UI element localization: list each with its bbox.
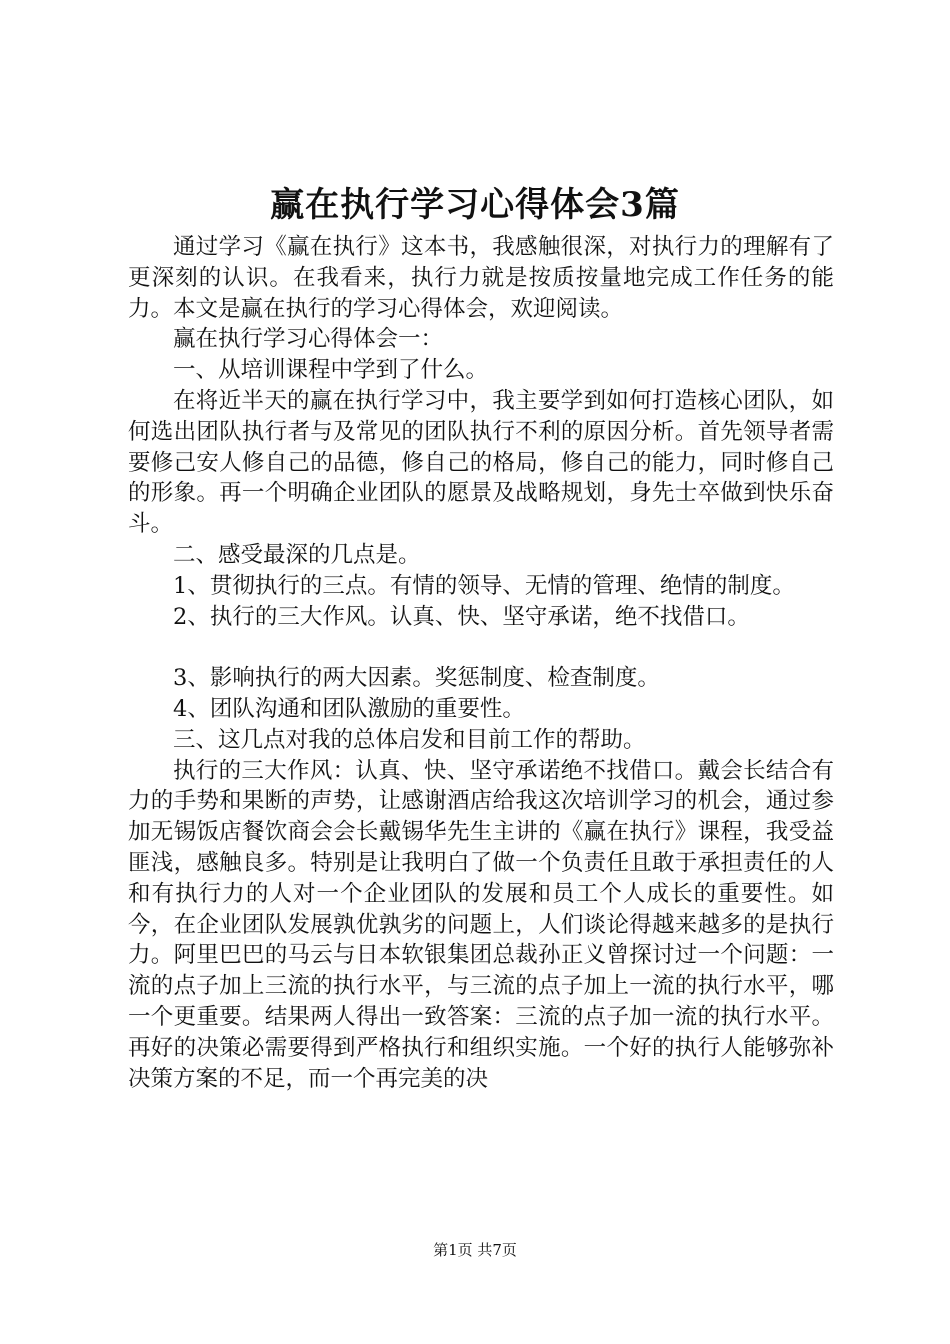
- section-heading: 赢在执行学习心得体会一：: [173, 326, 444, 353]
- blank-line: [128, 632, 834, 663]
- subheading-1: 一、从培训课程中学到了什么。: [173, 357, 489, 384]
- list-item: 3、影响执行的两大因素。奖惩制度、检查制度。: [173, 665, 660, 692]
- document-body: [128, 232, 834, 1094]
- document-title: 赢在执行学习心得体会3篇: [270, 185, 680, 225]
- subheading-3: 三、这几点对我的总体启发和目前工作的帮助。: [173, 726, 646, 753]
- list-item: 1、贯彻执行的三点。有情的领导、无情的管理、绝情的制度。: [173, 572, 795, 599]
- list-item: 4、团队沟通和团队激励的重要性。: [173, 695, 525, 722]
- body-paragraph: 在将近半天的赢在执行学习中，我主要学到如何打造核心团队，如何选出团队执行者与及常见的团队执行不利的原因分析。首先领导者需要修己安人修自己的品德，修自己的格局，修自己的能力，同时修自己的形象。再一个明确企业团队的愿景及战略规划，身先士卒做到快乐奋斗。: [128, 387, 834, 538]
- page-footer: 第1页 共7页: [433, 1241, 517, 1259]
- body-paragraph: 执行的三大作风：认真、快、坚守承诺绝不找借口。戴会长结合有力的手势和果断的声势，让感谢酒店给我这次培训学习的机会，通过参加无锡饭店餐饮商会会长戴锡华先生主讲的《赢在执行》课程，我受益匪浅，感触良多。特别是让我明白了做一个负责任且敢于承担责任的人和有执行力的人对一个企业团队的发展和员工个人成长的重要性。如今，在企业团队发展孰优孰劣的问题上，人们谈论得越来越多的是执行力。阿里巴巴的马云与日本软银集团总裁孙正义曾探讨过一个问题：一流的点子加上三流的执行水平，与三流的点子加上一流的执行水平，哪一个更重要。结果两人得出一致答案：三流的点子加一流的执行水平。再好的决策必需要得到严格执行和组织实施。一个好的执行人能够弥补决策方案的不足，而一个再完美的决: [128, 757, 834, 1092]
- subheading-2: 二、感受最深的几点是。: [173, 541, 421, 568]
- intro-paragraph: 通过学习《赢在执行》这本书，我感触很深，对执行力的理解有了更深刻的认识。在我看来，执行力就是按质按量地完成工作任务的能力。本文是赢在执行的学习心得体会，欢迎阅读。: [128, 234, 834, 322]
- list-item: 2、执行的三大作风。认真、快、坚守承诺，绝不找借口。: [173, 603, 750, 630]
